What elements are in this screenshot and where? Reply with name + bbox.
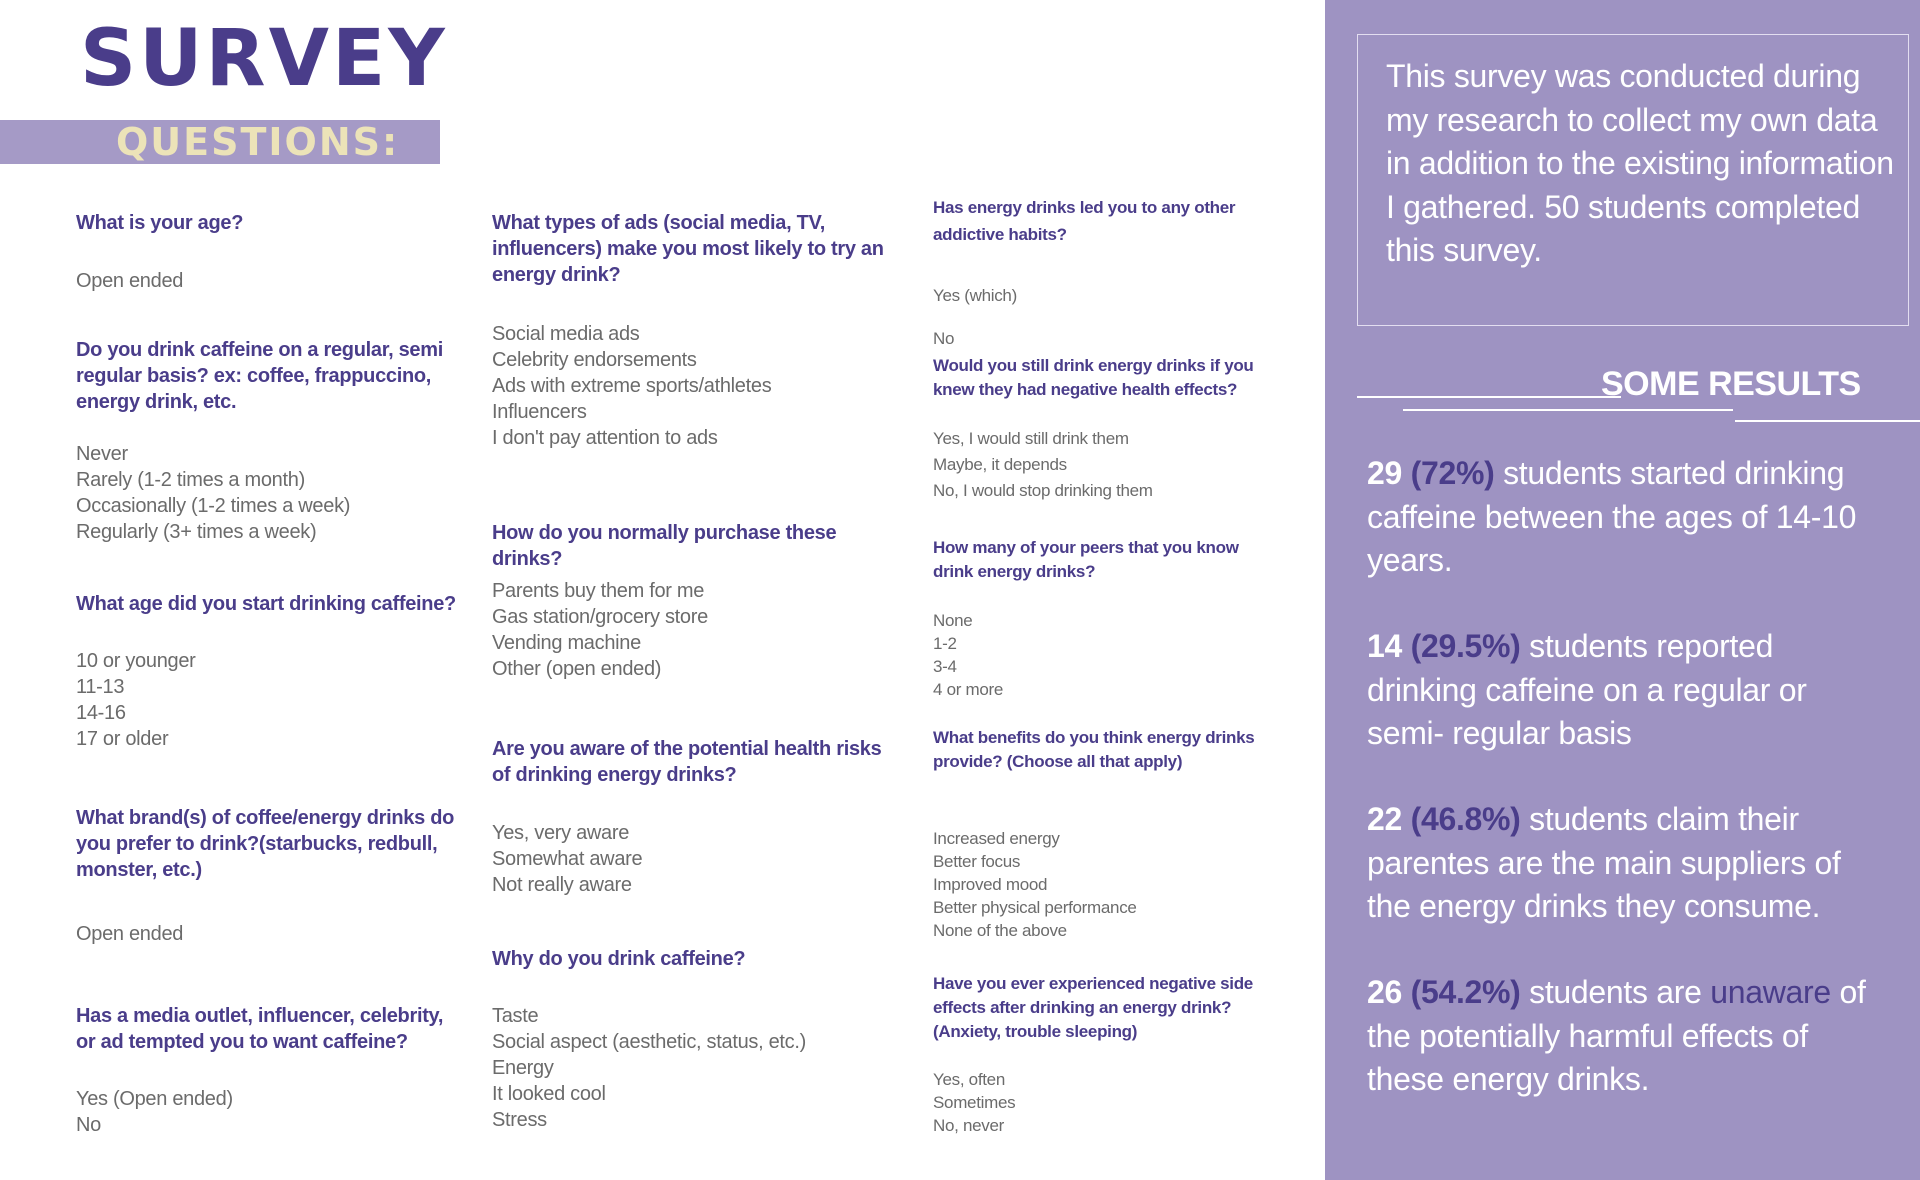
- options-health-risks: [492, 820, 642, 898]
- option-item: Parents buy them for me: [492, 580, 705, 602]
- result-item: [1367, 625, 1887, 756]
- options-side-effects: [933, 1068, 1015, 1137]
- option-item: Yes, I would still drink them: [933, 429, 1129, 448]
- option-item: Yes (which): [933, 286, 1017, 305]
- question-media-influence: Has a media outlet, influencer, celebrity, or ad tempted you to want caffeine?: [76, 1005, 444, 1053]
- result-count: 14: [1367, 628, 1402, 664]
- option-item: Celebrity endorsements: [492, 349, 697, 371]
- option-item: It looked cool: [492, 1083, 606, 1105]
- divider-line: [1357, 396, 1621, 398]
- options-media-influence: [76, 1086, 233, 1138]
- option-item: Vending machine: [492, 632, 641, 654]
- option-item: Social aspect (aesthetic, status, etc.): [492, 1031, 807, 1053]
- page-title: SURVEY: [80, 14, 448, 104]
- option-item: Taste: [492, 1005, 539, 1027]
- result-text: students claim their parentes are the main suppliers of the energy drinks they consume.: [1367, 801, 1841, 924]
- option-item: Yes, often: [933, 1070, 1005, 1089]
- option-item: Better physical performance: [933, 898, 1137, 917]
- options-benefits: [933, 827, 1137, 942]
- questions-heading: QUESTIONS:: [116, 120, 400, 164]
- question-age: What is your age?: [76, 212, 244, 234]
- options-ad-types: [492, 321, 771, 451]
- option-item: Regularly (3+ times a week): [76, 521, 317, 543]
- option-item: Yes, very aware: [492, 822, 630, 844]
- intro-box: [1357, 34, 1909, 326]
- options-negative-effects: [933, 426, 1153, 504]
- option-item: None of the above: [933, 921, 1067, 940]
- result-text: students are: [1529, 974, 1702, 1010]
- results-title: SOME RESULTS: [1601, 365, 1861, 403]
- option-item: Never: [76, 443, 128, 465]
- option-item: No: [933, 329, 955, 348]
- question-peers: How many of your peers that you know drink energy drinks?: [933, 538, 1239, 581]
- intro-text: This survey was conducted during my research to collect my own data in addition to the existing information I gathered. 50 students completed this survey.: [1386, 58, 1894, 268]
- options-addictive-habits: [933, 274, 1017, 360]
- option-item: No, I would stop drinking them: [933, 481, 1153, 500]
- option-item: 3-4: [933, 657, 957, 676]
- question-addictive-habits: Has energy drinks led you to any other addictive habits?: [933, 198, 1236, 244]
- option-item: Gas station/grocery store: [492, 606, 708, 628]
- result-percent: (46.8%): [1410, 801, 1521, 837]
- option-item: Stress: [492, 1109, 547, 1131]
- result-item: [1367, 798, 1887, 929]
- option-item: Influencers: [492, 401, 587, 423]
- option-item: Increased energy: [933, 829, 1060, 848]
- option-item: Ads with extreme sports/athletes: [492, 375, 772, 397]
- option-item: 10 or younger: [76, 650, 196, 672]
- question-side-effects: Have you ever experienced negative side effects after drinking an energy drink? (Anxiety, trouble sleeping): [933, 974, 1253, 1041]
- question-health-risks: Are you aware of the potential health risks of drinking energy drinks?: [492, 738, 882, 786]
- option-item: Maybe, it depends: [933, 455, 1067, 474]
- option-item: Social media ads: [492, 323, 640, 345]
- options-purchase: [492, 578, 708, 682]
- options-peers: [933, 609, 1003, 701]
- result-text: of the potentially harmful effects of these energy drinks.: [1367, 974, 1866, 1097]
- question-negative-effects: Would you still drink energy drinks if you knew they had negative health effects?: [933, 356, 1254, 399]
- options-caffeine-frequency: [76, 441, 350, 545]
- result-item: [1367, 452, 1887, 583]
- divider-line: [1403, 409, 1733, 411]
- question-why-caffeine: Why do you drink caffeine?: [492, 948, 746, 970]
- result-text: students reported drinking caffeine on a regular or semi- regular basis: [1367, 628, 1807, 751]
- result-percent: (29.5%): [1410, 628, 1521, 664]
- result-item: [1367, 971, 1887, 1102]
- option-item: 11-13: [76, 676, 125, 698]
- result-count: 26: [1367, 974, 1402, 1010]
- option-item: Improved mood: [933, 875, 1048, 894]
- option-item: Rarely (1-2 times a month): [76, 469, 305, 491]
- option-item: 1-2: [933, 634, 957, 653]
- option-item: Not really aware: [492, 874, 632, 896]
- option-item: Open ended: [76, 923, 184, 945]
- option-item: Open ended: [76, 270, 184, 292]
- result-count: 29: [1367, 455, 1402, 491]
- option-item: Better focus: [933, 852, 1021, 871]
- result-highlight: unaware: [1710, 974, 1831, 1010]
- results-panel: [1325, 0, 1920, 1180]
- option-item: Occasionally (1-2 times a week): [76, 495, 351, 517]
- option-item: I don't pay attention to ads: [492, 427, 718, 449]
- result-count: 22: [1367, 801, 1402, 837]
- option-item: Sometimes: [933, 1093, 1016, 1112]
- question-benefits: What benefits do you think energy drinks provide? (Choose all that apply): [933, 728, 1255, 771]
- options-why-caffeine: [492, 1003, 806, 1133]
- option-item: None: [933, 611, 973, 630]
- options-age: [76, 268, 183, 294]
- option-item: Somewhat aware: [492, 848, 643, 870]
- questions-banner: [0, 120, 440, 164]
- question-purchase: How do you normally purchase these drinks?: [492, 522, 837, 570]
- option-item: 17 or older: [76, 728, 169, 750]
- option-item: 4 or more: [933, 680, 1004, 699]
- option-item: Other (open ended): [492, 658, 662, 680]
- result-text: students started drinking caffeine between the ages of 14-10 years.: [1367, 455, 1857, 578]
- question-ad-types: What types of ads (social media, TV, influencers) make you most likely to try an energy drink?: [492, 212, 884, 286]
- options-brands: [76, 921, 183, 947]
- question-start-age: What age did you start drinking caffeine?: [76, 593, 456, 615]
- option-item: Yes (Open ended): [76, 1088, 233, 1110]
- question-caffeine-frequency: Do you drink caffeine on a regular, semi regular basis? ex: coffee, frappuccino, energy drink, etc.: [76, 339, 443, 413]
- option-item: Energy: [492, 1057, 554, 1079]
- options-start-age: [76, 648, 196, 752]
- option-item: No: [76, 1114, 101, 1136]
- result-percent: (72%): [1410, 455, 1495, 491]
- result-percent: (54.2%): [1410, 974, 1521, 1010]
- option-item: 14-16: [76, 702, 126, 724]
- option-item: No, never: [933, 1116, 1005, 1135]
- divider-line: [1735, 420, 1920, 422]
- question-brands: What brand(s) of coffee/energy drinks do you prefer to drink?(starbucks, redbull, monster, etc.): [76, 807, 455, 881]
